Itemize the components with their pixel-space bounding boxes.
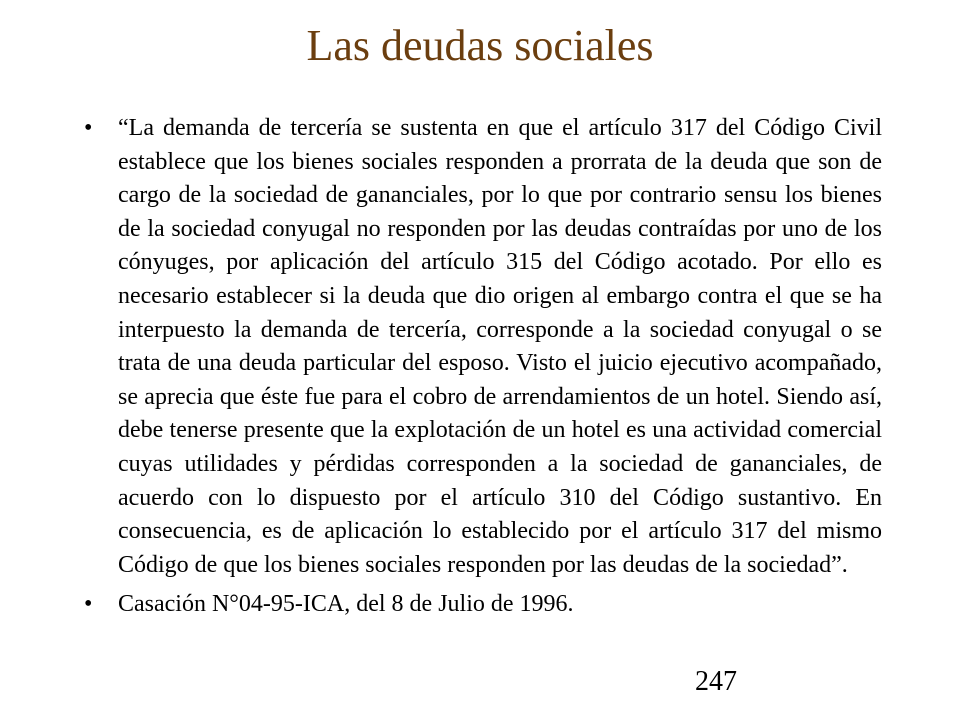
citation-text: Casación N°04-95-ICA, del 8 de Julio de 1996. [118, 591, 574, 618]
bullet-list [84, 112, 882, 628]
bullet-item-citation [84, 588, 882, 622]
page-number: 247 [695, 666, 737, 697]
bullet-icon: • [84, 115, 93, 141]
quote-text: “La demanda de tercería se sustenta en que el artículo 317 del Código Civil establece que los bienes sociales responden a prorrata de la deuda que son de cargo de la sociedad de gananciales, por lo que por contrario sensu los bienes de la sociedad conyugal no responden por las deudas contraídas por uno de los cónyuges, por aplicación del artículo 315 del Código acotado. Por ello es necesario establecer si la deuda que dio origen al embargo contra el que se ha interpuesto la demanda de tercería, corresponde a la sociedad conyugal o se trata de una deuda particular del esposo. Visto el juicio ejecutivo acompañado, se aprecia que éste fue para el cobro de arrendamientos de un hotel. Siendo así, debe tenerse presente que la explotación de un hotel es una actividad comercial cuyas utilidades y pérdidas corresponden a la sociedad de gananciales, de acuerdo con lo dispuesto por el artículo 310 del Código sustantivo. En consecuencia, es de aplicación lo establecido por el artículo 317 del mismo Código de que los bienes sociales responden por las deudas de la sociedad”. [118, 115, 882, 578]
bullet-icon: • [84, 591, 93, 618]
slide-title: Las deudas sociales [306, 21, 654, 70]
bullet-item-quote [84, 112, 882, 582]
